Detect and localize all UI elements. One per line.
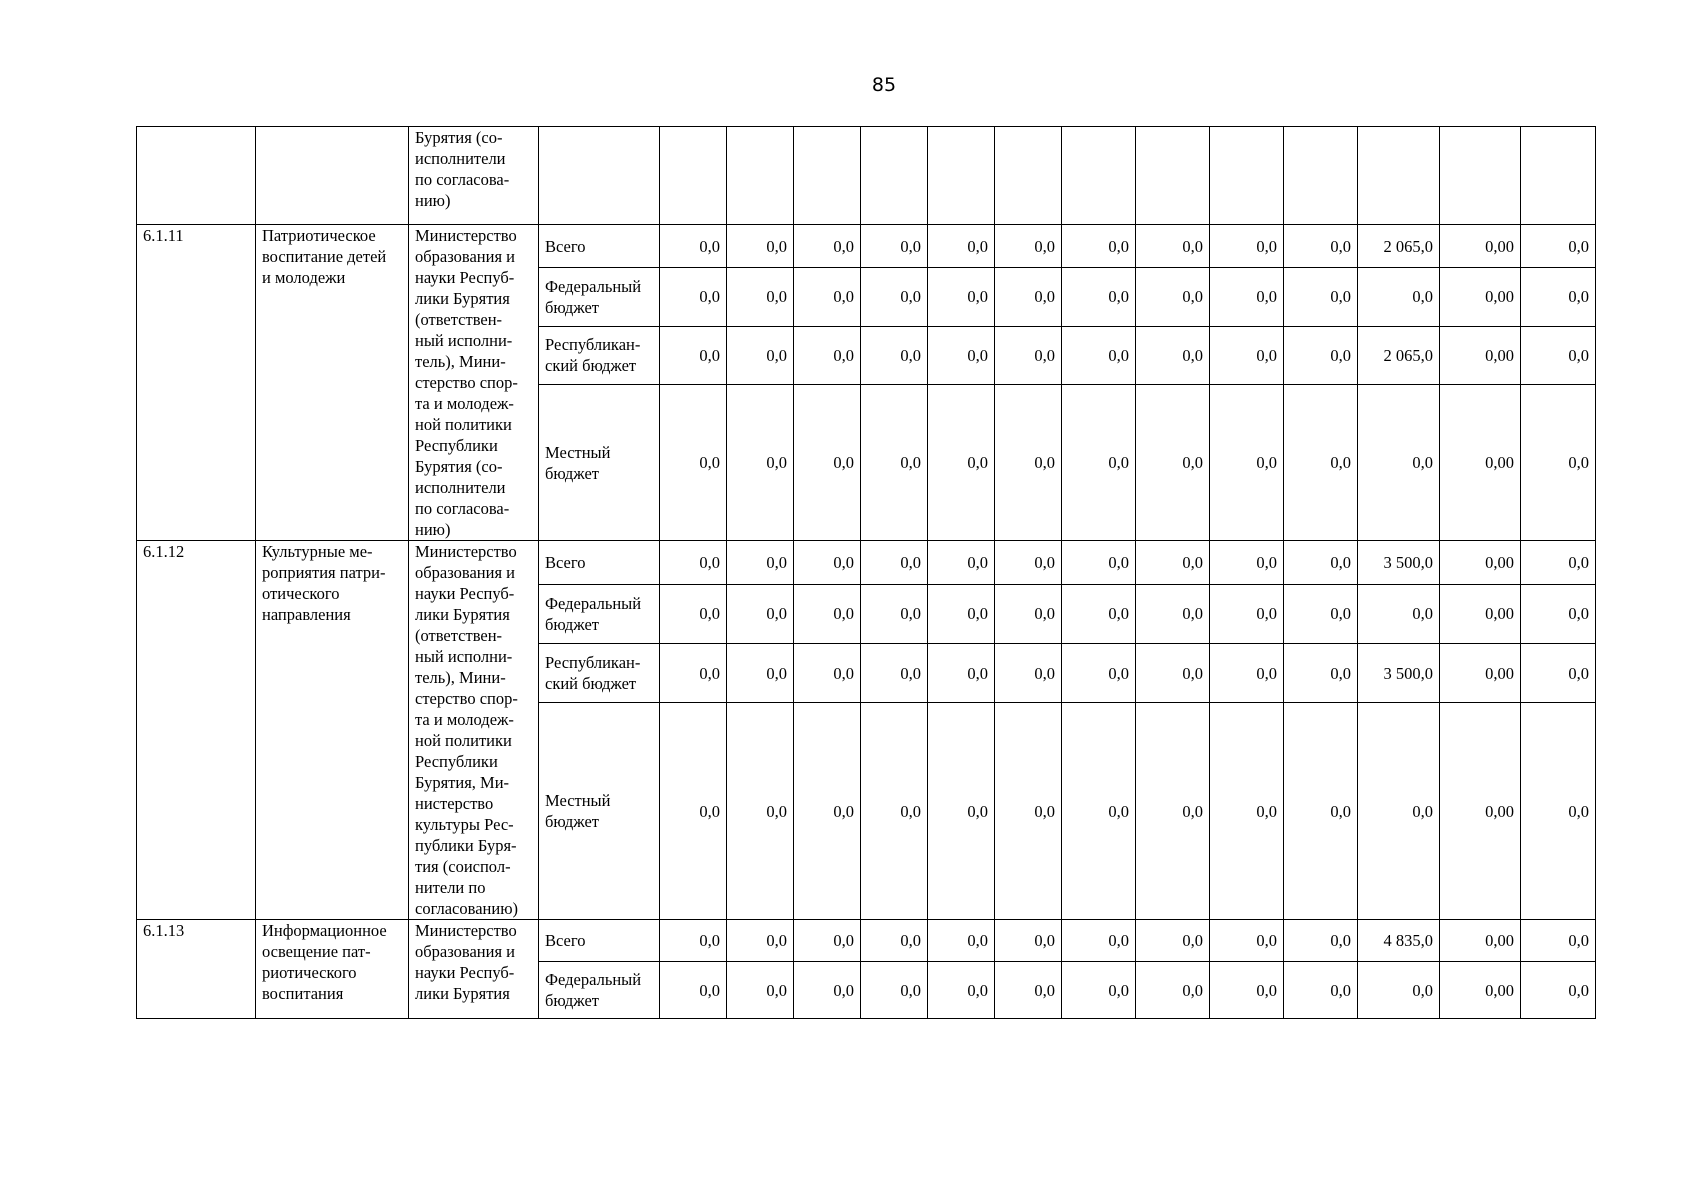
- value-cell: 0,0: [727, 962, 794, 1019]
- value-cell: 0,0: [727, 584, 794, 643]
- value-cell: 0,0: [1062, 385, 1136, 541]
- value-cell: 0,0: [1521, 326, 1596, 384]
- value-cell: 0,0: [1136, 962, 1210, 1019]
- value-cell: [995, 127, 1062, 225]
- value-cell: 0,0: [1521, 385, 1596, 541]
- value-cell: 0,0: [1062, 268, 1136, 326]
- executor-cell: Министерство образования и науки Респуб- лики Бурятия (ответствен- ный исполни- тель), Мини- стерство спор- та и молодеж- ной политики Республики Бурятия (со- исполнители по согласова- нию): [409, 225, 539, 541]
- value-cell: 0,0: [1062, 644, 1136, 703]
- value-cell: [1358, 127, 1440, 225]
- value-cell: [1521, 127, 1596, 225]
- item-code-cell: 6.1.11: [137, 225, 256, 541]
- value-cell: 0,0: [1284, 385, 1358, 541]
- value-cell: 0,0: [928, 225, 995, 268]
- value-cell: 0,0: [727, 644, 794, 703]
- value-cell: 0,0: [995, 920, 1062, 962]
- value-cell: 0,0: [1284, 703, 1358, 920]
- value-cell: [1284, 127, 1358, 225]
- value-cell: 0,0: [1062, 584, 1136, 643]
- funding-source-cell: [539, 127, 660, 225]
- item-name-cell: Патриотическое воспитание детей и молодежи: [256, 225, 409, 541]
- executor-cell: Бурятия (со- исполнители по согласова- нию): [409, 127, 539, 225]
- value-cell: 0,0: [861, 385, 928, 541]
- value-cell: 0,00: [1440, 268, 1521, 326]
- value-cell: 0,0: [1136, 644, 1210, 703]
- value-cell: 0,0: [1284, 962, 1358, 1019]
- value-cell: 0,00: [1440, 920, 1521, 962]
- funding-source-cell: Местный бюджет: [539, 385, 660, 541]
- value-cell: 0,0: [1210, 268, 1284, 326]
- value-cell: 4 835,0: [1358, 920, 1440, 962]
- value-cell: 0,0: [928, 644, 995, 703]
- value-cell: 0,0: [861, 584, 928, 643]
- value-cell: 0,0: [861, 920, 928, 962]
- table-row: [137, 920, 1596, 962]
- value-cell: 0,0: [928, 703, 995, 920]
- value-cell: 0,0: [660, 703, 727, 920]
- table-row: [137, 541, 1596, 585]
- value-cell: 0,0: [995, 268, 1062, 326]
- value-cell: 0,00: [1440, 584, 1521, 643]
- value-cell: 0,00: [1440, 225, 1521, 268]
- value-cell: 0,0: [660, 584, 727, 643]
- value-cell: 0,0: [794, 703, 861, 920]
- value-cell: 0,0: [794, 326, 861, 384]
- value-cell: 0,0: [1210, 920, 1284, 962]
- value-cell: 0,00: [1440, 962, 1521, 1019]
- value-cell: 0,0: [861, 703, 928, 920]
- value-cell: 0,0: [1136, 225, 1210, 268]
- value-cell: 0,0: [1284, 644, 1358, 703]
- value-cell: 0,0: [794, 225, 861, 268]
- item-code-cell: [137, 127, 256, 225]
- value-cell: 0,0: [1210, 326, 1284, 384]
- value-cell: 0,0: [1210, 385, 1284, 541]
- value-cell: 0,0: [1210, 703, 1284, 920]
- value-cell: 0,00: [1440, 703, 1521, 920]
- value-cell: 0,0: [995, 225, 1062, 268]
- funding-source-cell: Местный бюджет: [539, 703, 660, 920]
- value-cell: [861, 127, 928, 225]
- value-cell: 0,0: [861, 268, 928, 326]
- value-cell: [727, 127, 794, 225]
- table-row-continuation: [137, 127, 1596, 225]
- value-cell: 0,0: [1210, 644, 1284, 703]
- value-cell: 0,0: [794, 385, 861, 541]
- value-cell: 0,0: [861, 225, 928, 268]
- value-cell: 0,0: [660, 225, 727, 268]
- value-cell: [794, 127, 861, 225]
- value-cell: 0,0: [861, 541, 928, 585]
- value-cell: 0,0: [794, 644, 861, 703]
- value-cell: 0,0: [1521, 541, 1596, 585]
- value-cell: 0,0: [1210, 584, 1284, 643]
- value-cell: 0,0: [1521, 225, 1596, 268]
- value-cell: 0,0: [1062, 920, 1136, 962]
- value-cell: 0,0: [727, 268, 794, 326]
- value-cell: 0,0: [1136, 326, 1210, 384]
- value-cell: 0,0: [995, 541, 1062, 585]
- value-cell: 0,0: [928, 541, 995, 585]
- value-cell: 0,0: [1521, 920, 1596, 962]
- value-cell: 0,0: [1358, 703, 1440, 920]
- table-row: [137, 225, 1596, 268]
- value-cell: 0,0: [1284, 584, 1358, 643]
- value-cell: 0,0: [928, 268, 995, 326]
- value-cell: 0,0: [660, 385, 727, 541]
- funding-source-cell: Всего: [539, 920, 660, 962]
- value-cell: 0,0: [727, 385, 794, 541]
- value-cell: 0,0: [660, 541, 727, 585]
- value-cell: 0,0: [1358, 584, 1440, 643]
- value-cell: 0,0: [995, 644, 1062, 703]
- item-code-cell: 6.1.13: [137, 920, 256, 1019]
- value-cell: 0,0: [1521, 584, 1596, 643]
- value-cell: 0,0: [794, 962, 861, 1019]
- value-cell: 0,0: [660, 268, 727, 326]
- executor-cell: Министерство образования и науки Респуб- лики Бурятия: [409, 920, 539, 1019]
- value-cell: 0,0: [1062, 225, 1136, 268]
- value-cell: 0,0: [1210, 962, 1284, 1019]
- value-cell: 0,0: [660, 644, 727, 703]
- value-cell: 0,0: [995, 326, 1062, 384]
- value-cell: [928, 127, 995, 225]
- value-cell: 0,0: [727, 541, 794, 585]
- value-cell: 0,00: [1440, 644, 1521, 703]
- budget-table: [136, 126, 1596, 1019]
- value-cell: 0,0: [995, 962, 1062, 1019]
- item-name-cell: [256, 127, 409, 225]
- value-cell: 0,0: [1210, 225, 1284, 268]
- value-cell: [1440, 127, 1521, 225]
- value-cell: 2 065,0: [1358, 326, 1440, 384]
- value-cell: 0,0: [928, 962, 995, 1019]
- item-name-cell: Информационное освещение пат- риотического воспитания: [256, 920, 409, 1019]
- value-cell: 0,0: [1284, 541, 1358, 585]
- value-cell: 0,0: [727, 225, 794, 268]
- value-cell: 0,0: [727, 326, 794, 384]
- value-cell: 0,0: [928, 920, 995, 962]
- value-cell: [1136, 127, 1210, 225]
- value-cell: 0,00: [1440, 385, 1521, 541]
- value-cell: 0,00: [1440, 326, 1521, 384]
- value-cell: 0,0: [1284, 225, 1358, 268]
- value-cell: 0,0: [1136, 268, 1210, 326]
- value-cell: 0,0: [1521, 268, 1596, 326]
- value-cell: 0,0: [1210, 541, 1284, 585]
- value-cell: 0,0: [1358, 268, 1440, 326]
- value-cell: 0,0: [727, 920, 794, 962]
- value-cell: 0,0: [1521, 644, 1596, 703]
- value-cell: 0,0: [794, 541, 861, 585]
- value-cell: 0,0: [1136, 584, 1210, 643]
- funding-source-cell: Всего: [539, 541, 660, 585]
- funding-source-cell: Федеральный бюджет: [539, 268, 660, 326]
- value-cell: 3 500,0: [1358, 541, 1440, 585]
- value-cell: 3 500,0: [1358, 644, 1440, 703]
- funding-source-cell: Республикан- ский бюджет: [539, 644, 660, 703]
- funding-source-cell: Федеральный бюджет: [539, 584, 660, 643]
- value-cell: 0,0: [1284, 920, 1358, 962]
- funding-source-cell: Всего: [539, 225, 660, 268]
- value-cell: 0,0: [1136, 920, 1210, 962]
- value-cell: 0,0: [1284, 268, 1358, 326]
- value-cell: 0,0: [660, 920, 727, 962]
- value-cell: 0,0: [1521, 962, 1596, 1019]
- value-cell: 0,0: [794, 584, 861, 643]
- value-cell: 0,0: [861, 644, 928, 703]
- value-cell: 0,0: [861, 962, 928, 1019]
- value-cell: 0,0: [1521, 703, 1596, 920]
- value-cell: [1210, 127, 1284, 225]
- value-cell: [1062, 127, 1136, 225]
- value-cell: 0,0: [995, 385, 1062, 541]
- value-cell: 0,0: [727, 703, 794, 920]
- page-number: 85: [871, 74, 897, 96]
- value-cell: 0,0: [861, 326, 928, 384]
- value-cell: 0,0: [1136, 541, 1210, 585]
- value-cell: 0,0: [660, 962, 727, 1019]
- item-name-cell: Культурные ме- роприятия патри- отического направления: [256, 541, 409, 920]
- funding-source-cell: Федеральный бюджет: [539, 962, 660, 1019]
- value-cell: 0,00: [1440, 541, 1521, 585]
- value-cell: 0,0: [995, 584, 1062, 643]
- value-cell: 0,0: [1062, 326, 1136, 384]
- value-cell: 0,0: [1358, 962, 1440, 1019]
- value-cell: 0,0: [1136, 703, 1210, 920]
- value-cell: 0,0: [794, 268, 861, 326]
- value-cell: 0,0: [1136, 385, 1210, 541]
- value-cell: 0,0: [1062, 703, 1136, 920]
- value-cell: 0,0: [1358, 385, 1440, 541]
- value-cell: 0,0: [928, 385, 995, 541]
- executor-cell: Министерство образования и науки Респуб- лики Бурятия (ответствен- ный исполни- тель), Мини- стерство спор- та и молодеж- ной политики Республики Бурятия, Ми- нистерство культуры Рес- публики Буря- тия (соиспол- нители по согласованию): [409, 541, 539, 920]
- value-cell: 0,0: [995, 703, 1062, 920]
- value-cell: 0,0: [928, 326, 995, 384]
- value-cell: 0,0: [1284, 326, 1358, 384]
- funding-source-cell: Республикан- ский бюджет: [539, 326, 660, 384]
- value-cell: 0,0: [794, 920, 861, 962]
- value-cell: 0,0: [928, 584, 995, 643]
- value-cell: 0,0: [660, 326, 727, 384]
- value-cell: 0,0: [1062, 962, 1136, 1019]
- value-cell: 0,0: [1062, 541, 1136, 585]
- value-cell: 2 065,0: [1358, 225, 1440, 268]
- item-code-cell: 6.1.12: [137, 541, 256, 920]
- value-cell: [660, 127, 727, 225]
